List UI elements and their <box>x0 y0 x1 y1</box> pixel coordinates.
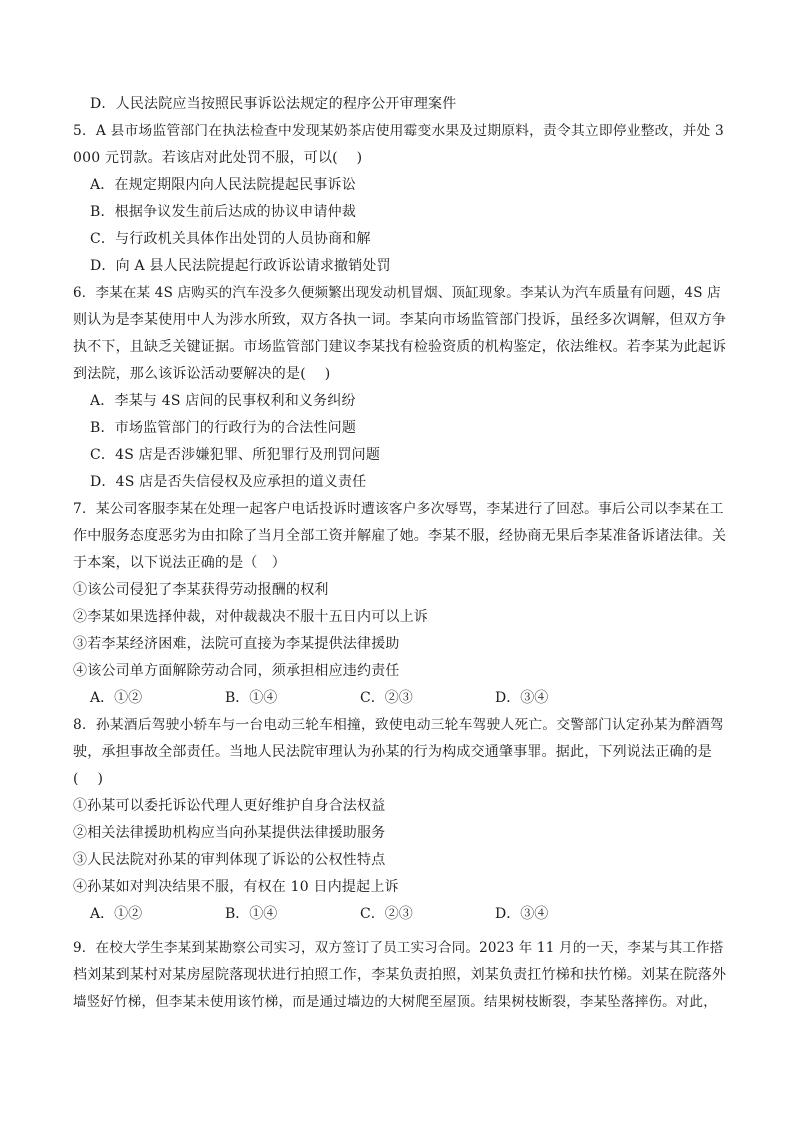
q9-stem-line-3: 墙竖好竹梯，但李某未使用该竹梯，而是通过墙边的大树爬至屋顶。结果树枝断裂，李某坠落摔伤。对此， <box>73 994 717 1010</box>
q5-stem-line-1: 5．A 县市场监管部门在执法检查中发现某奶茶店使用霉变水果及过期原料，责令其立即停业整改，并处 3 <box>73 123 724 139</box>
q7-stem-line-2: 作中服务态度恶劣为由扣除了当月全部工资并解雇了她。李某不服，经协商无果后李某准备诉诸法律。关 <box>73 528 727 544</box>
q8-stem-line-3: ( ) <box>73 771 104 787</box>
q7-choice-a: A．①② <box>90 690 143 706</box>
q6-stem-line-3: 执不下，且缺乏关键证据。市场监管部门建议李某找有检验资质的机构鉴定，依法维权。若李某为此起诉 <box>73 339 727 355</box>
q8-choice-c: C．②③ <box>360 906 413 922</box>
q5-option-b: B．根据争议发生前后达成的协议申请仲裁 <box>90 204 357 220</box>
q8-choice-a: A．①② <box>90 906 143 922</box>
q5-stem-line-2: 000 元罚款。若该店对此处罚不服，可以( ) <box>73 150 363 166</box>
q7-item-3: ③若李某经济困难，法院可直接为李某提供法律援助 <box>73 636 400 652</box>
q6-stem-line-1: 6．李某在某 4S 店购买的汽车没多久便频繁出现发动机冒烟、顶缸现象。李某认为汽车质量有问题，4S 店 <box>73 285 721 301</box>
q7-stem-line-1: 7．某公司客服李某在处理一起客户电话投诉时遭该客户多次辱骂，李某进行了回怼。事后公司以李某在工 <box>73 501 724 517</box>
q7-choice-b: B．①④ <box>225 690 278 706</box>
q9-stem-line-2: 档刘某到某村对某房屋院落现状进行拍照工作，李某负责拍照，刘某负责扛竹梯和扶竹梯。刘某在院落外 <box>73 967 727 983</box>
q7-choice-c: C．②③ <box>360 690 413 706</box>
q6-option-b: B．市场监管部门的行政行为的合法性问题 <box>90 420 357 436</box>
q6-option-c: C．4S 店是否涉嫌犯罪、所犯罪行及刑罚问题 <box>90 447 381 463</box>
q5-option-c: C．与行政机关具体作出处罚的人员协商和解 <box>90 231 371 247</box>
q7-item-2: ②李某如果选择仲裁，对仲裁裁决不服十五日内可以上诉 <box>73 609 428 625</box>
q8-stem-line-2: 驶，承担事故全部责任。当地人民法院审理认为孙某的行为构成交通肇事罪。据此，下列说法正确的是 <box>73 744 712 760</box>
q6-option-d: D．4S 店是否失信侵权及应承担的道义责任 <box>90 474 367 490</box>
q8-item-4: ④孙某如对判决结果不服，有权在 10 日内提起上诉 <box>73 879 399 895</box>
q7-item-1: ①该公司侵犯了李某获得劳动报酬的权利 <box>73 582 329 598</box>
q8-choice-d: D．③④ <box>495 906 549 922</box>
q9-stem-line-1: 9．在校大学生李某到某勘察公司实习，双方签订了员工实习合同。2023 年 11 月的一天，李某与其工作搭 <box>73 940 724 956</box>
q6-stem-line-2: 则认为是李某使用中人为涉水所致，双方各执一词。李某向市场监管部门投诉，虽经多次调解，但双方争 <box>73 312 727 328</box>
q7-choice-d: D．③④ <box>495 690 549 706</box>
q8-item-1: ①孙某可以委托诉讼代理人更好维护自身合法权益 <box>73 798 386 814</box>
q5-option-a: A．在规定期限内向人民法院提起民事诉讼 <box>90 177 356 193</box>
q5-option-d: D．向 A 县人民法院提起行政诉讼请求撤销处罚 <box>90 258 391 274</box>
q6-option-a: A．李某与 4S 店间的民事权利和义务纠纷 <box>90 393 356 409</box>
q6-stem-line-4: 到法院，那么该诉讼活动要解决的是( ) <box>73 366 331 382</box>
q8-item-3: ③人民法院对孙某的审判体现了诉讼的公权性特点 <box>73 852 386 868</box>
q7-item-4: ④该公司单方面解除劳动合同，须承担相应违约责任 <box>73 663 400 679</box>
q4-option-d: D．人民法院应当按照民事诉讼法规定的程序公开审理案件 <box>90 96 457 112</box>
q8-stem-line-1: 8．孙某酒后驾驶小轿车与一台电动三轮车相撞，致使电动三轮车驾驶人死亡。交警部门认定孙某为醉酒驾 <box>73 717 724 733</box>
q7-stem-line-3: 于本案，以下说法正确的是（ ） <box>73 555 286 571</box>
q8-item-2: ②相关法律援助机构应当向孙某提供法律援助服务 <box>73 825 386 841</box>
q8-choice-b: B．①④ <box>225 906 278 922</box>
